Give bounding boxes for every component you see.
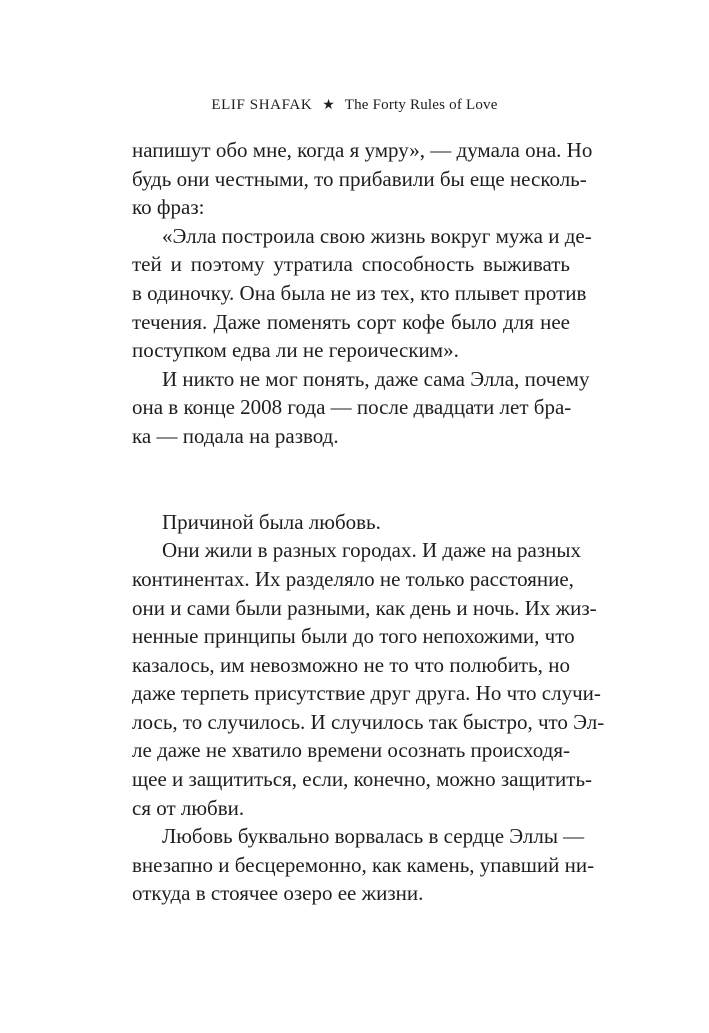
- text-line: в одиночку. Она была не из тех, кто плывет против: [132, 280, 587, 305]
- text-line: поступком едва ли не героическим».: [132, 338, 459, 363]
- text-line: «Элла построила свою жизнь вокруг мужа и де-: [162, 223, 592, 248]
- text-line: Любовь буквально ворвалась в сердце Эллы —: [162, 824, 585, 849]
- text-line: И никто не мог понять, даже сама Элла, почему: [162, 366, 590, 391]
- text-line: они и сами были разными, как день и ночь. Их жиз-: [132, 595, 597, 620]
- text-line: даже терпеть присутствие друг друга. Но что случи-: [132, 681, 601, 706]
- text-line: ле даже не хватило времени осознать происходя-: [132, 738, 570, 763]
- text-line: Причиной была любовь.: [162, 509, 381, 534]
- text-line: ка — подала на развод.: [132, 423, 339, 448]
- section-break: [132, 451, 570, 508]
- text-line: внезапно и бесцеремонно, как камень, упавший ни-: [132, 852, 595, 877]
- text-line: ко фраз:: [132, 195, 205, 220]
- text-line: казалось, им невозможно не то что полюбить, но: [132, 652, 570, 677]
- running-head-author: ELIF SHAFAK: [211, 97, 313, 113]
- text-line: она в конце 2008 года — после двадцати лет бра-: [132, 395, 572, 420]
- star-icon: ★: [322, 98, 336, 113]
- body-text: [132, 136, 605, 908]
- text-line: ся от любви.: [132, 795, 245, 820]
- text-line: течения. Даже поменять сорт кофе было для нее: [132, 309, 570, 334]
- text-line: щее и защититься, если, конечно, можно защитить-: [132, 767, 593, 792]
- text-line: лось, то случилось. И случилось так быстро, что Эл-: [132, 709, 605, 734]
- text-line: тей и поэтому утратила способность выживать: [132, 252, 570, 277]
- running-head: [0, 96, 709, 115]
- text-line: напишут обо мне, когда я умру», — думала она. Но: [132, 138, 593, 162]
- text-line: континентах. Их разделяло не только расстояние,: [132, 566, 574, 591]
- text-line: будь они честными, то прибавили бы еще несколь-: [132, 166, 587, 191]
- text-line: ненные принципы были до того непохожими, что: [132, 624, 575, 649]
- text-line: Они жили в разных городах. И даже на разных: [162, 538, 581, 563]
- running-head-title: The Forty Rules of Love: [344, 97, 498, 113]
- text-line: откуда в стоячее озеро ее жизни.: [132, 881, 424, 906]
